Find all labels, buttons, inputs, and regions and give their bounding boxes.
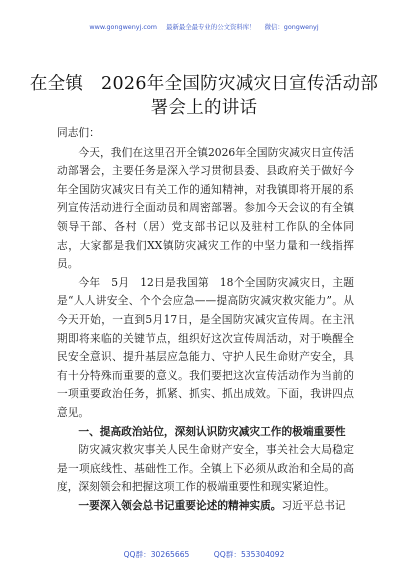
footer-qq-group-2: QQ群：535304092 [213, 550, 285, 559]
paragraph-importance: 防灾减灾救灾事关人民生命财产安全，事关社会大局稳定是一项底线性、基础性工作。全镇上下必须从政治和全局的高度，深刻领会和把握这项工作的极端重要性和现实紧迫性。 [57, 443, 354, 494]
document-title [0, 72, 408, 120]
header-wechat: 微信：gongwenyj [264, 23, 319, 31]
page-header [0, 22, 408, 31]
salutation: 同志们： [57, 126, 100, 139]
title-line-1: 在全镇 2026年全国防灾减灾日宣传活动部 [29, 74, 379, 94]
header-site-link[interactable]: www.gongwenyj.com [89, 23, 158, 31]
section-heading-1: 一、提高政治站位，深刻认识防灾减灾工作的极端重要性 [78, 424, 346, 438]
page-footer [0, 549, 408, 560]
paragraph-intro: 今天，我们在这里召开全镇2026年全国防灾减灾日宣传活动部署会，主要任务是深入学习贯彻县委、县政府关于做好今年全国防灾减灾日有关工作的通知精神，对我镇即将开展的系列宣传活动进行全面动员和周密部署。参加今天会议的有全镇领导干部、各村（居）党支部书记以及驻村工作队的全体同志，大家都是我们XX镇防灾减灾工作的中坚力量和一线指挥员。 [57, 145, 354, 271]
title-line-2: 署会上的讲话 [150, 98, 258, 118]
footer-qq-group-1: QQ群：30265665 [123, 550, 190, 559]
document-body [57, 124, 354, 515]
header-slogan: 最新最全最专业的公文资料库！ [166, 23, 256, 31]
paragraph-theme: 今年 5月 12日是我国第 18个全国防灾减灾日，主题是“人人讲安全、个个会应急——提高防灾减灾救灾能力”。从今天开始，一直到5月17日，是全国防灾减灾宣传周。在主汛期即将来临的关键节点，组织好这次宣传周活动，对于唤醒全民安全意识、提升基层应急能力、守护人民生命财产安全，具有十分特殊而重要的意义。我们要把这次宣传活动作为当前的一项重要政治任务，抓紧、抓实、抓出成效。下面，我讲四点意见。 [57, 275, 354, 419]
point-1-text: 习近平总书记 [281, 498, 346, 512]
point-1-lead: 一要深入领会总书记重要论述的精神实质。 [78, 498, 282, 512]
paragraph-point-1 [57, 497, 354, 516]
